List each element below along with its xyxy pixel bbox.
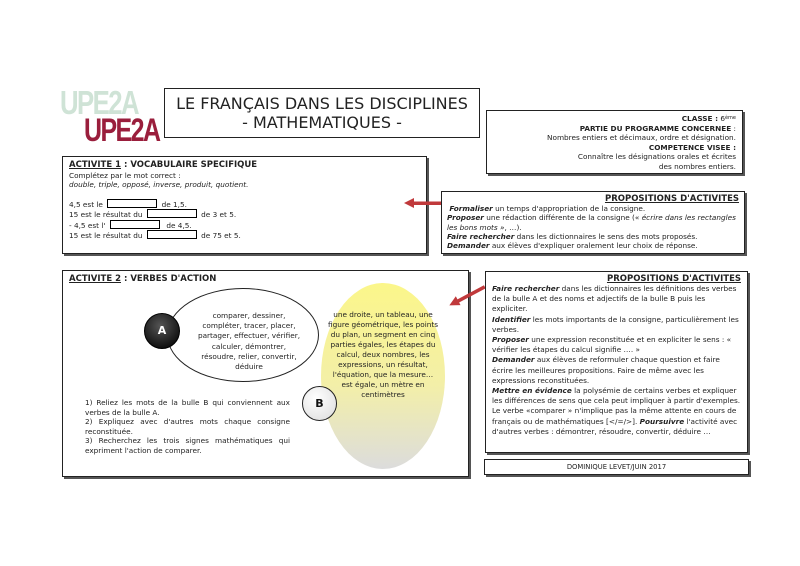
prop1-item-2 — [447, 213, 739, 232]
propositions1-title: PROPOSITIONS D'ACTIVITES — [604, 194, 739, 204]
prop2-item-3 — [492, 335, 741, 355]
prop2-verb-6: Poursuivre — [639, 416, 685, 426]
bubble-a-label: A — [144, 313, 180, 349]
arrow-1-shape — [404, 198, 442, 208]
competence-line-1: Connaître les désignations orales et écrites — [577, 152, 736, 162]
activite2-questions — [85, 398, 290, 455]
partie-line — [491, 124, 736, 134]
prop2-item-4 — [492, 355, 741, 386]
upe2a-logo-dark: UPE2A — [84, 112, 160, 148]
sentence-1-before: 4,5 est le — [69, 199, 103, 209]
prop1-verb-2: Proposer — [447, 213, 484, 223]
propositions2-box — [485, 271, 748, 453]
arrow-down-left-icon — [447, 284, 487, 308]
prop2-verb-3: Proposer — [492, 335, 529, 345]
activite1-box — [62, 156, 427, 254]
prop1-text-1: un temps d'appropriation de la consigne. — [492, 204, 646, 213]
upe2a-logo-light: UPE2A — [60, 84, 139, 121]
question-3: 3) Recherchez les trois signes mathématiques qui expriment l'action de comparer. — [85, 436, 290, 455]
partie-colon: : — [731, 123, 736, 133]
activite2-heading-number: ACTIVITE 2 — [69, 274, 121, 284]
activite1-heading — [69, 160, 420, 171]
answer-box-3[interactable] — [110, 220, 160, 229]
activite1-word-list: double, triple, opposé, inverse, produit, quotient. — [69, 180, 249, 190]
answer-box-4[interactable] — [147, 230, 197, 239]
classe-sup: ème — [724, 115, 736, 121]
prop2-verb-1: Faire rechercher — [492, 284, 560, 293]
activite2-heading-title: : VERBES D'ACTION — [121, 274, 217, 284]
bubble-b-text: une droite, un tableau, une figure géométrique, les points du plan, un segment en cinq parties égales, les étapes du calcul, deux nombres, les expressions, un résultat, l'équation, que la mesure…est égale, un mètre en centimètres — [328, 310, 439, 399]
bubble-a-text: comparer, dessiner, compléter, tracer, placer, partager, effectuer, vérifier, calculer, démontrer, résoudre, relier, convertir, déduire — [197, 311, 301, 372]
sentence-4-after: de 75 et 5. — [201, 231, 241, 241]
classe-value: 6 — [720, 114, 725, 123]
prop2-item-5 — [492, 386, 741, 437]
competence-line-2: des nombres entiers. — [658, 161, 736, 171]
arrow-2-shape — [447, 282, 487, 310]
sentence-2-after: de 3 et 5. — [201, 210, 237, 220]
prop1-italic-2: écrire dans les rectangles les bons mots » — [447, 213, 736, 232]
activite2-heading — [69, 274, 462, 285]
partie-label: PARTIE DU PROGRAMME CONCERNEE — [579, 123, 732, 133]
sentence-4-before: 15 est le résultat du — [69, 231, 143, 241]
prop1-text-4: aux élèves d'expliquer oralement leur choix de réponse. — [489, 241, 698, 251]
sentence-3 — [69, 220, 420, 230]
prop2-item-1 — [492, 284, 741, 315]
propositions1-box — [441, 191, 745, 254]
title-box — [164, 88, 480, 138]
classe-label: CLASSE : — [681, 114, 718, 123]
partie-text: Nombres entiers et décimaux, ordre et désignation. — [547, 133, 736, 143]
activite1-instruction: Complétez par le mot correct : — [69, 171, 181, 180]
question-2: 2) Expliquez avec d'autres mots chaque consigne reconstituée. — [85, 417, 290, 436]
question-1: 1) Reliez les mots de la bulle B qui conviennent aux verbes de la bulle A. — [85, 398, 290, 417]
sentence-1 — [69, 199, 420, 209]
propositions2-title: PROPOSITIONS D'ACTIVITES — [606, 274, 741, 284]
author-footer: DOMINIQUE LEVET/JUIN 2017 — [484, 459, 749, 475]
prop2-text-2: les mots importants de la consigne, particulièrement les verbes. — [492, 314, 739, 334]
sentence-2-before: 15 est le résultat du — [69, 210, 143, 220]
prop1-text-3: dans les dictionnaires le sens des mots proposés. — [514, 231, 698, 241]
sentence-3-after: de 4,5. — [166, 220, 192, 230]
activite1-heading-number: ACTIVITE 1 — [69, 160, 121, 170]
title-line-1: LE FRANÇAIS DANS LES DISCIPLINES — [176, 94, 468, 113]
sentence-2 — [69, 209, 420, 219]
prop2-verb-5: Mettre en évidence — [492, 386, 572, 396]
sentence-4 — [69, 230, 420, 240]
sentence-3-before: - 4,5 est l' — [69, 220, 106, 230]
prop1-verb-3: Faire rechercher — [447, 231, 515, 241]
prop1-item-4 — [447, 241, 739, 250]
prop1-verb-4: Demander — [447, 241, 490, 251]
answer-box-1[interactable] — [107, 199, 157, 208]
prop2-item-2 — [492, 315, 741, 335]
prop1-tail-2: , …). — [504, 222, 522, 232]
activite1-heading-title: : VOCABULAIRE SPECIFIQUE — [121, 160, 258, 170]
sentence-1-after: de 1,5. — [161, 199, 187, 209]
prop1-text-2: une rédaction différente de la consigne (« — [483, 213, 642, 223]
prop1-verb-1: Formaliser — [449, 204, 493, 213]
competence-label-text: COMPETENCE VISEE : — [648, 142, 736, 152]
prop2-text-4: aux élèves de reformuler chaque question et faire écrire les meilleures propositions. Faire de même avec les expressions reconstituées. — [492, 355, 720, 385]
prop1-item-3 — [447, 232, 739, 241]
classe-line — [491, 114, 736, 124]
prop1-item-1 — [447, 204, 739, 213]
prop2-text-1: dans les dictionnaires les définitions des verbes de la bulle A et des noms et adjectifs de la bulle B puis les expliciter. — [492, 284, 737, 314]
bubble-b-label: B — [302, 386, 337, 421]
prop2-text-5: la polysémie de certains verbes et expliquer les différences de sens que cela peut impliquer à partir d'exemples. Le verbe «comparer » n'implique pas la même attente en cours de français ou de mathématiques [</=/>]. — [492, 386, 741, 426]
classe-box — [486, 110, 743, 174]
prop2-text-3: une expression reconstituée et en expliciter le sens : « vérifier les étapes du calcul signifie …. » — [492, 335, 732, 355]
prop2-verb-4: Demander — [492, 355, 535, 365]
arrow-left-icon — [404, 198, 444, 210]
answer-box-2[interactable] — [147, 209, 197, 218]
prop2-verb-2: Identifier — [492, 314, 531, 324]
prop2-text-6: l'activité avec d'autres verbes : démontrer, résoudre, convertir, déduire … — [492, 416, 738, 436]
title-line-2: - MATHEMATIQUES - — [242, 113, 402, 132]
competence-label — [491, 143, 736, 153]
